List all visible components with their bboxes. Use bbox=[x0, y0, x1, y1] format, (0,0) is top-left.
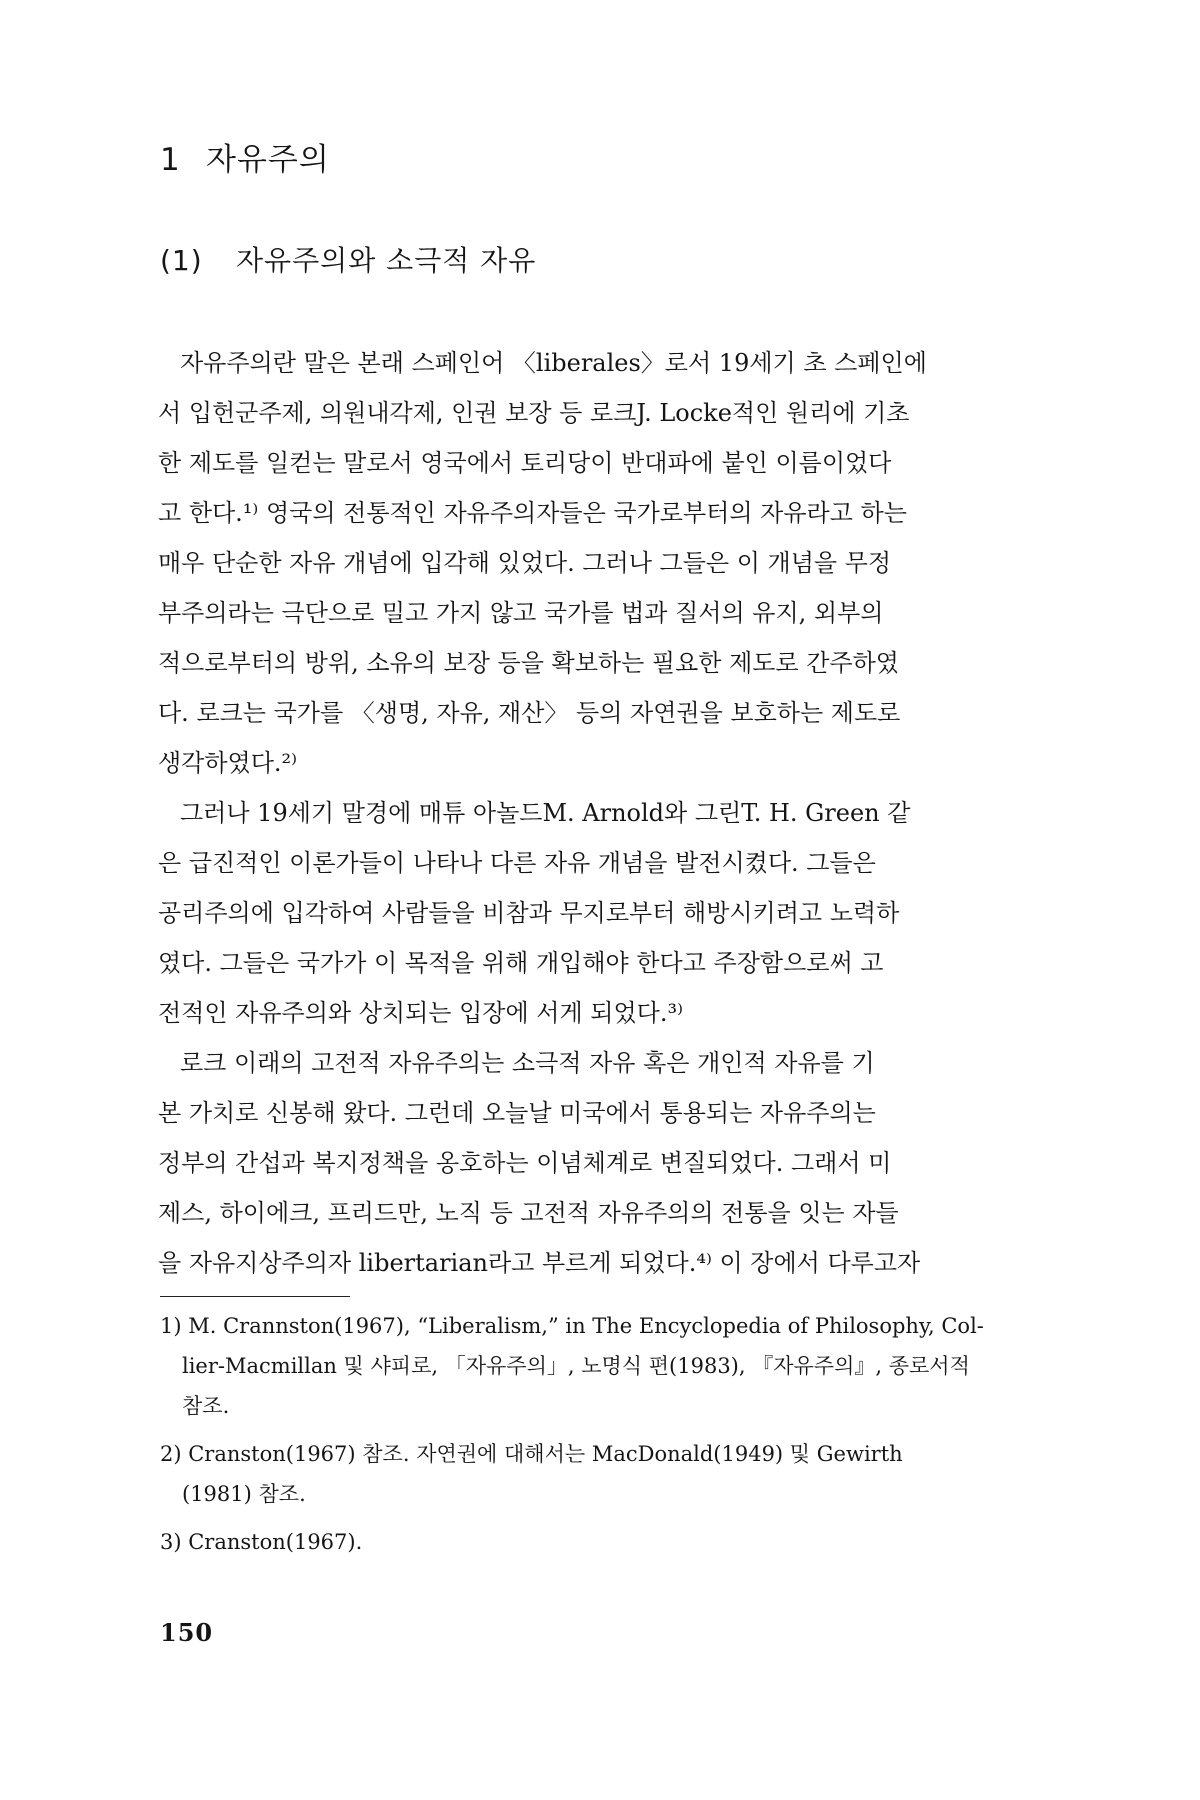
body-line: 전적인 자유주의와 상치되는 입장에 서게 되었다.³⁾ bbox=[158, 999, 683, 1027]
body-line: 로크 이래의 고전적 자유주의는 소극적 자유 혹은 개인적 자유를 기 bbox=[180, 1049, 875, 1077]
footnote-divider bbox=[160, 1296, 350, 1297]
body-line: 매우 단순한 자유 개념에 입각해 있었다. 그러나 그들은 이 개념을 무정 bbox=[158, 549, 892, 577]
body-line: 본 가치로 신봉해 왔다. 그런데 오늘날 미국에서 통용되는 자유주의는 bbox=[158, 1099, 876, 1127]
body-line: 을 자유지상주의자 libertarian라고 부르게 되었다.⁴⁾ 이 장에서 다루고자 bbox=[158, 1249, 921, 1277]
footnote-line: lier-Macmillan 및 샤피로, 「자유주의」, 노명식 편(1983), 『자유주의』, 종로서적 bbox=[182, 1354, 970, 1378]
body-line: 제스, 하이에크, 프리드만, 노직 등 고전적 자유주의의 전통을 잇는 자들 bbox=[158, 1199, 899, 1227]
body-line: 공리주의에 입각하여 사람들을 비참과 무지로부터 해방시키려고 노력하 bbox=[158, 899, 900, 927]
footnote-line: 3) Cranston(1967). bbox=[160, 1530, 363, 1554]
footnote bbox=[160, 1306, 1028, 1426]
footnote-line: 2) Cranston(1967) 참조. 자연권에 대해서는 MacDonald(1949) 및 Gewirth bbox=[160, 1442, 903, 1466]
body-text bbox=[158, 338, 1028, 1288]
section-number: (1) bbox=[160, 244, 203, 277]
body-line: 다. 로크는 국가를 〈생명, 자유, 재산〉 등의 자연권을 보호하는 제도로 bbox=[158, 699, 901, 727]
footnote-line: 참조. bbox=[182, 1394, 230, 1418]
body-line: 정부의 간섭과 복지정책을 옹호하는 이념체계로 변질되었다. 그래서 미 bbox=[158, 1149, 892, 1177]
body-line: 한 제도를 일컫는 말로서 영국에서 토리당이 반대파에 붙인 이름이었다 bbox=[158, 449, 892, 477]
body-line: 부주의라는 극단으로 밀고 가지 않고 국가를 법과 질서의 유지, 외부의 bbox=[158, 599, 884, 627]
body-line: 적으로부터의 방위, 소유의 보장 등을 확보하는 필요한 제도로 간주하였 bbox=[158, 649, 899, 677]
footnote bbox=[160, 1434, 1028, 1514]
section-heading bbox=[160, 242, 536, 280]
footnote-line: (1981) 참조. bbox=[182, 1482, 306, 1506]
footnote bbox=[160, 1522, 1028, 1562]
chapter-title: 자유주의 bbox=[206, 142, 330, 178]
chapter-number: 1 bbox=[160, 142, 181, 178]
section-title: 자유주의와 소극적 자유 bbox=[236, 244, 537, 277]
body-line: 였다. 그들은 국가가 이 목적을 위해 개입해야 한다고 주장함으로써 고 bbox=[158, 949, 884, 977]
footnotes bbox=[160, 1306, 1028, 1570]
footnote-line: 1) M. Crannston(1967), “Liberalism,” in The Encyclopedia of Philosophy, Col- bbox=[160, 1314, 984, 1338]
body-line: 고 한다.¹⁾ 영국의 전통적인 자유주의자들은 국가로부터의 자유라고 하는 bbox=[158, 499, 907, 527]
body-line: 생각하였다.²⁾ bbox=[158, 749, 298, 777]
body-line: 은 급진적인 이론가들이 나타나 다른 자유 개념을 발전시켰다. 그들은 bbox=[158, 849, 876, 877]
body-line: 그러나 19세기 말경에 매튜 아놀드M. Arnold와 그린T. H. Green 같 bbox=[180, 799, 911, 827]
chapter-heading bbox=[160, 140, 330, 180]
body-line: 자유주의란 말은 본래 스페인어 〈liberales〉로서 19세기 초 스페인에 bbox=[180, 349, 927, 377]
body-line: 서 입헌군주제, 의원내각제, 인권 보장 등 로크J. Locke적인 원리에 기초 bbox=[158, 399, 910, 427]
page-number: 150 bbox=[160, 1618, 214, 1647]
